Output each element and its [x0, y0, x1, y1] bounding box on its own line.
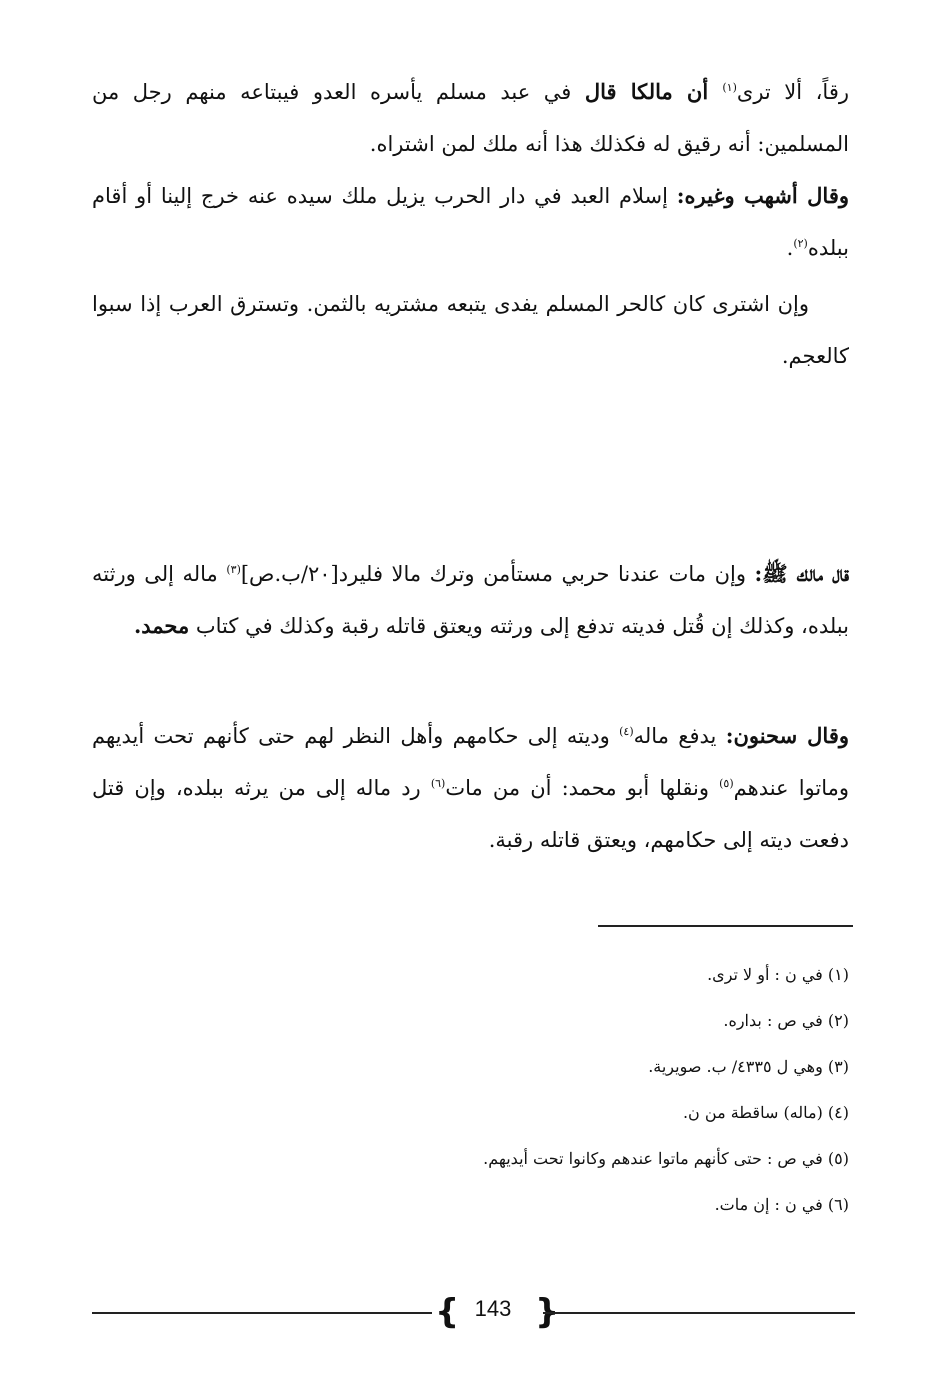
brace-close-icon: } — [535, 1292, 560, 1332]
speaker-label: وقال أشهب وغيره: — [676, 183, 849, 208]
text: رد ماله إلى من يرثه ببلده، وإن قتل دفعت ديته إلى حكامهم، ويعتق قاتله رقبة. — [92, 776, 849, 852]
text: وديته إلى حكامهم وأهل النظر لهم حتى كأنهم تحت أيديهم وماتوا عندهم — [92, 724, 850, 800]
text: . — [786, 236, 794, 260]
page-footer — [92, 1290, 855, 1350]
text: يدفع ماله — [633, 724, 726, 748]
text: إسلام العبد في دار الحرب يزيل ملك سيده عنه خرج إلينا أو أقام ببلده — [92, 184, 849, 260]
text: رقاً، ألا ترى — [736, 80, 849, 104]
footnote-2: (٢) في ص : بداره. — [723, 1011, 849, 1030]
footnote-4: (٤) (ماله) ساقطة من ن. — [682, 1103, 849, 1122]
paragraph-2 — [92, 170, 849, 274]
paragraph-3 — [92, 278, 849, 382]
footnote-ref-4[interactable]: (٤) — [619, 725, 634, 738]
paragraph-5 — [92, 710, 849, 866]
text: ونقلها أبو محمد: أن من مات — [445, 776, 720, 800]
footnote-ref-6[interactable]: (٦) — [430, 777, 446, 790]
footnote-1: (١) في ن : أو لا ترى. — [707, 965, 849, 984]
footer-rule-left — [92, 1312, 432, 1314]
footer-rule-right — [543, 1312, 855, 1314]
footnote-ref-3[interactable]: (٣) — [226, 563, 241, 576]
text: ماله إلى ورثته ببلده، وكذلك إن قُتل فديته تدفع إلى ورثته ويعتق قاتله رقبة وكذلك في كتاب — [92, 562, 849, 638]
footnote-ref-1[interactable]: (١) — [722, 81, 737, 94]
paragraph-1 — [92, 66, 849, 170]
text-bold: محمد. — [133, 613, 190, 638]
paragraph-4 — [92, 548, 849, 652]
footnote-3: (٣) وهي ل ٤٣٣٥/ ب. صويرية. — [648, 1057, 849, 1076]
text: وإن اشترى كان كالحر المسلم يفدى يتبعه مشتريه بالثمن. وتسترق العرب إذا سبوا كالعجم. — [92, 292, 849, 368]
brace-open-icon: { — [435, 1292, 460, 1332]
speaker-label: وقال سحنون: — [725, 723, 849, 748]
footnotes — [249, 952, 849, 1228]
footnote-separator — [598, 925, 853, 927]
footnote-6: (٦) في ن : إن مات. — [714, 1195, 849, 1214]
text-bold: أن مالكا قال — [584, 79, 723, 104]
footnote-ref-2[interactable]: (٢) — [793, 237, 808, 250]
footnote-5: (٥) في ص : حتى كأنهم ماتوا عندهم وكانوا تحت أيديهم. — [483, 1149, 849, 1168]
speaker-label: قال مالك ﷺ: — [754, 561, 849, 586]
page-number: 143 — [474, 1296, 512, 1321]
text: في عبد مسلم يأسره العدو فيبتاعه منهم رجل من المسلمين: أنه رقيق له فكذلك هذا أنه ملك لمن اشتراه. — [92, 80, 849, 156]
text: وإن مات عندنا حربي مستأمن وترك مالا فليرد[٢٠/ب.ص] — [240, 562, 755, 586]
footnote-ref-5[interactable]: (٥) — [719, 777, 734, 790]
